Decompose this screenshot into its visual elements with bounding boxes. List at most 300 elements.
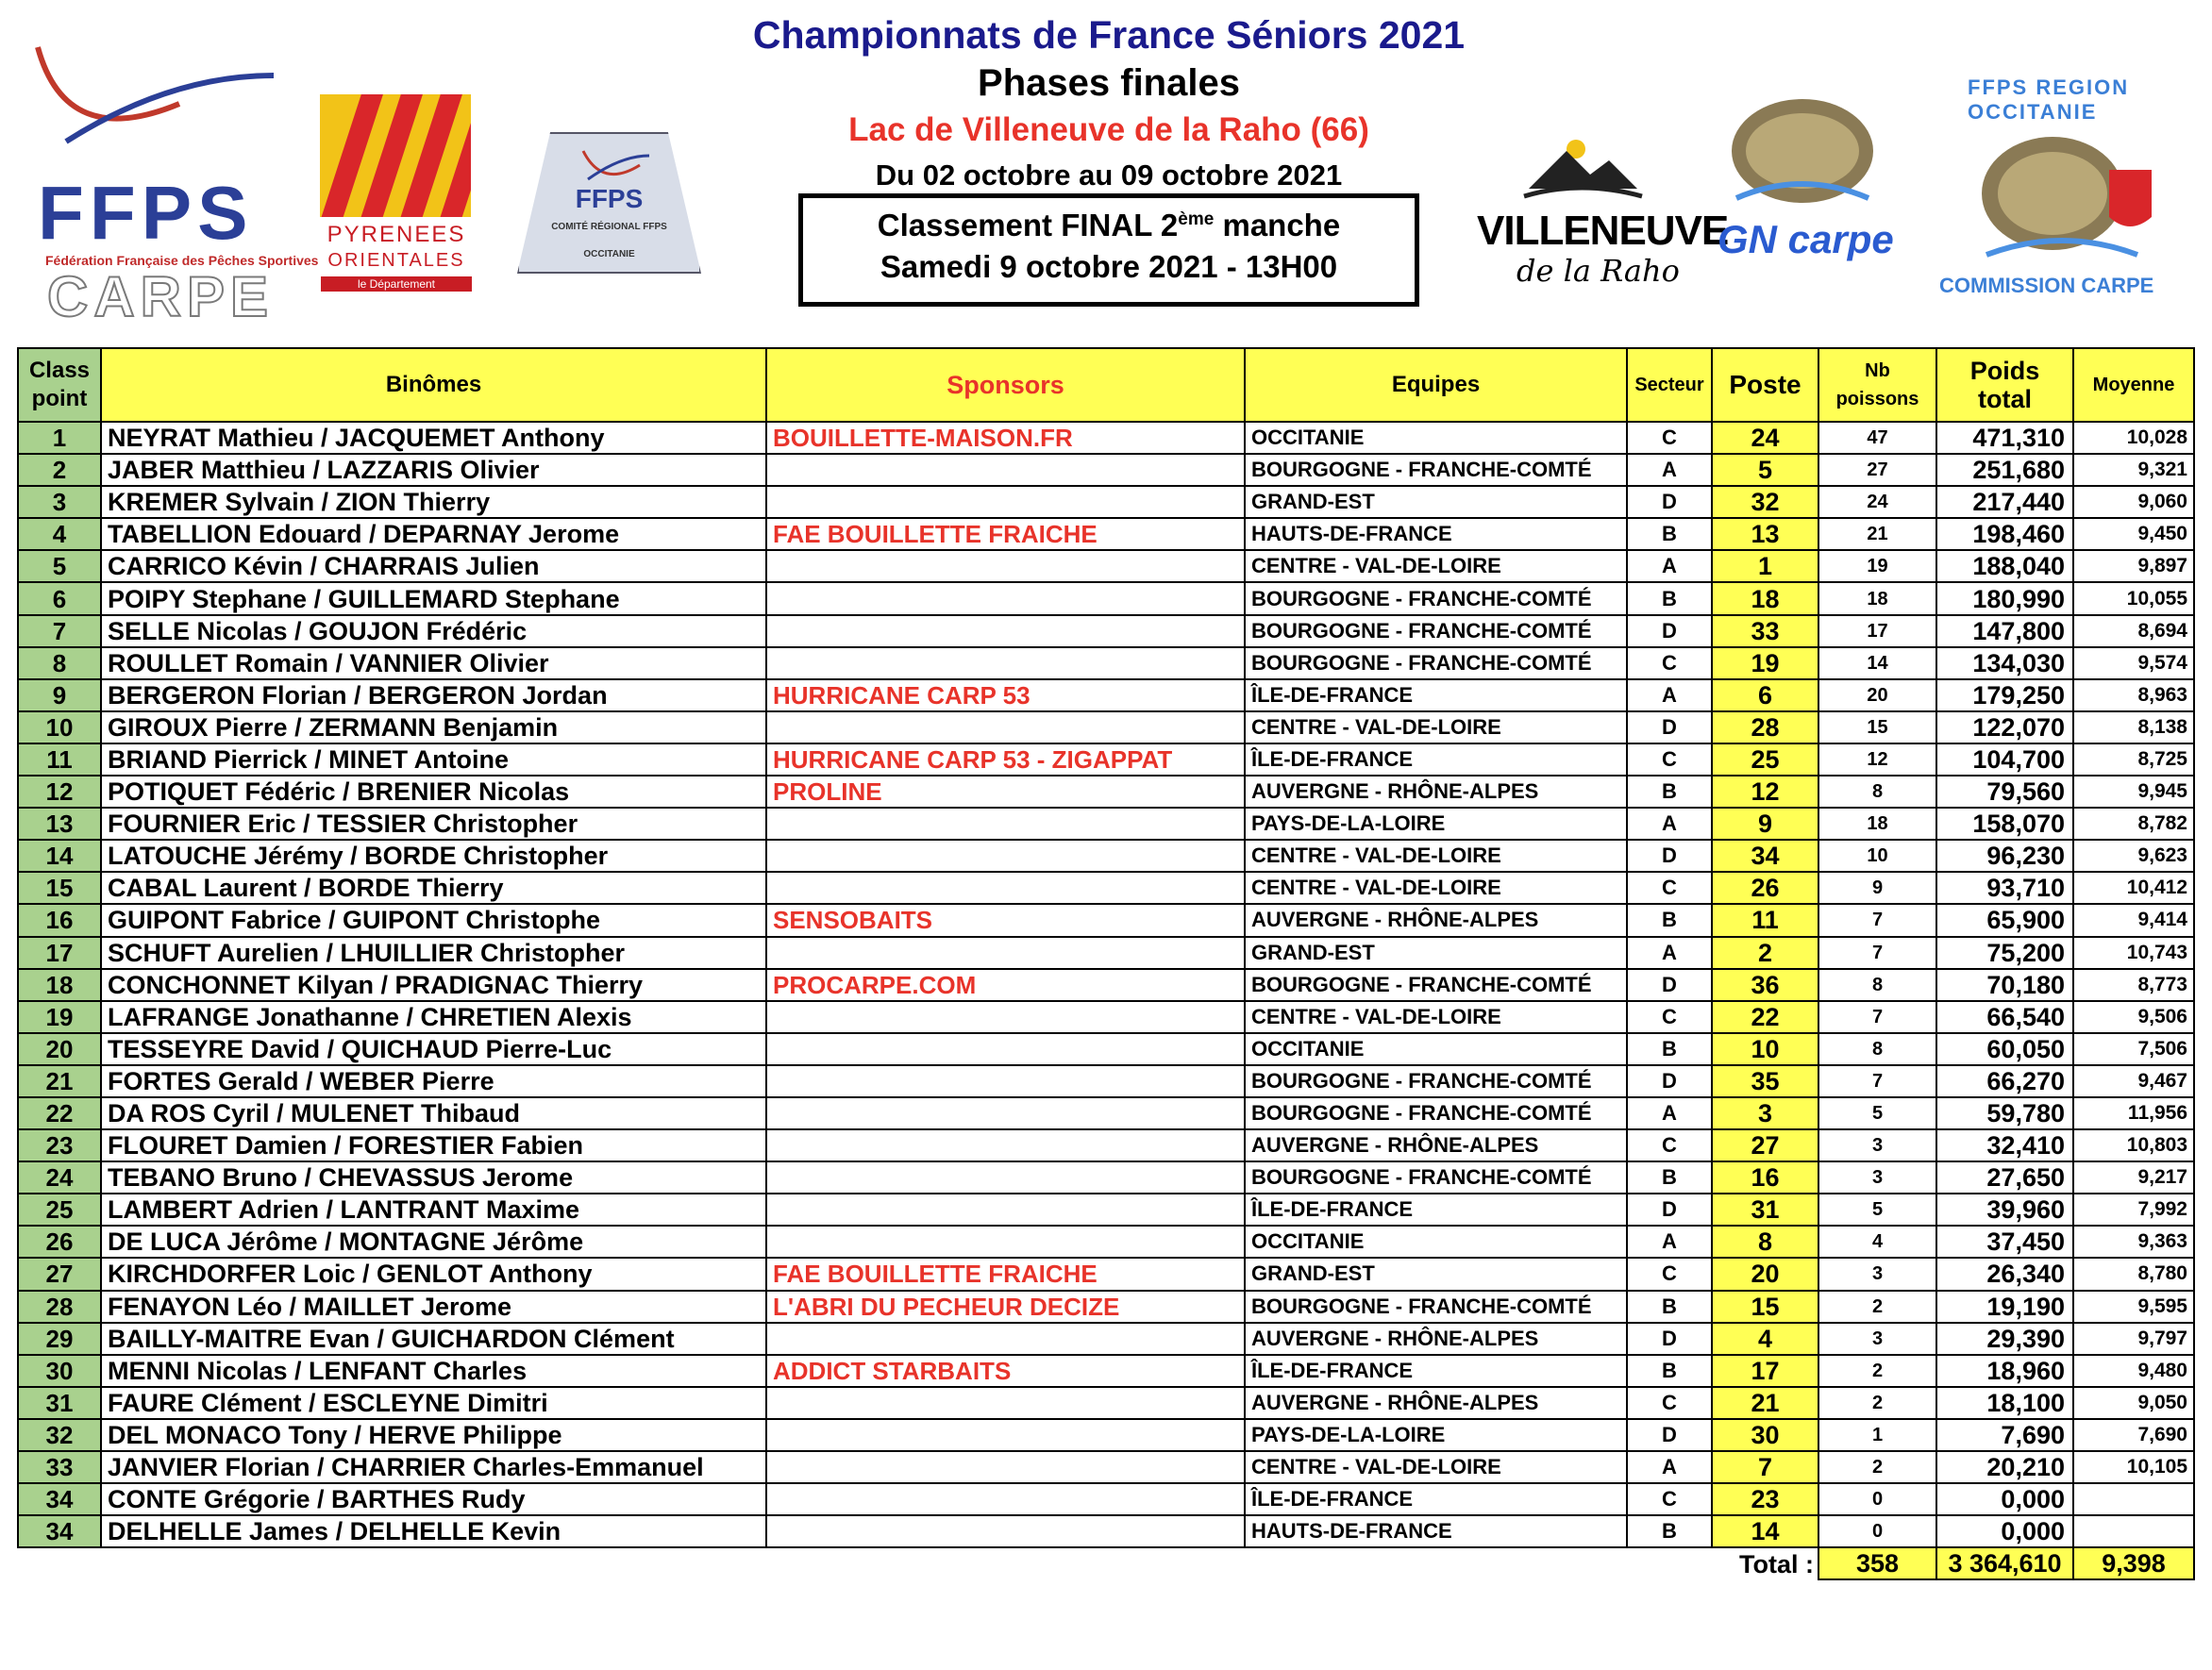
nb-poissons-cell: 2	[1818, 1355, 1936, 1387]
col-header-class: Class point	[18, 348, 101, 422]
poste-cell: 31	[1712, 1194, 1818, 1226]
team-cell: BOURGOGNE - FRANCHE-COMTÉ	[1245, 454, 1627, 486]
rank-cell: 21	[18, 1065, 101, 1097]
fishing-line-icon	[517, 132, 701, 189]
table-row	[18, 1226, 2194, 1258]
col-header-nb-poissons: Nb poissons	[1818, 348, 1936, 422]
sponsor-cell	[766, 1483, 1245, 1515]
binome-cell: SELLE Nicolas / GOUJON Frédéric	[101, 615, 766, 647]
poids-total-cell: 37,450	[1936, 1226, 2073, 1258]
table-row	[18, 1483, 2194, 1515]
nb-poissons-cell: 8	[1818, 969, 1936, 1001]
rank-cell: 27	[18, 1258, 101, 1290]
page-subtitle: Phases finales	[978, 62, 1240, 104]
poids-total-cell: 19,190	[1936, 1291, 2073, 1323]
moyenne-cell: 9,217	[2073, 1161, 2194, 1194]
total-moyenne: 9,398	[2073, 1547, 2194, 1579]
poids-total-cell: 39,960	[1936, 1194, 2073, 1226]
binome-cell: DELHELLE James / DELHELLE Kevin	[101, 1515, 766, 1547]
secteur-cell: A	[1627, 550, 1712, 582]
sponsor-cell	[766, 582, 1245, 614]
team-cell: CENTRE - VAL-DE-LOIRE	[1245, 872, 1627, 904]
rank-cell: 17	[18, 937, 101, 969]
nb-poissons-cell: 1	[1818, 1419, 1936, 1451]
moyenne-cell: 9,363	[2073, 1226, 2194, 1258]
table-row	[18, 776, 2194, 808]
table-row	[18, 1129, 2194, 1161]
binome-cell: FENAYON Léo / MAILLET Jerome	[101, 1291, 766, 1323]
table-row	[18, 550, 2194, 582]
poste-cell: 23	[1712, 1483, 1818, 1515]
nb-poissons-cell: 20	[1818, 679, 1936, 711]
binome-cell: TEBANO Bruno / CHEVASSUS Jerome	[101, 1161, 766, 1194]
secteur-cell: A	[1627, 1226, 1712, 1258]
binome-cell: CONTE Grégorie / BARTHES Rudy	[101, 1483, 766, 1515]
binome-cell: KREMER Sylvain / ZION Thierry	[101, 486, 766, 518]
binome-cell: TABELLION Edouard / DEPARNAY Jerome	[101, 518, 766, 550]
rank-cell: 29	[18, 1323, 101, 1355]
table-row	[18, 1451, 2194, 1483]
table-row	[18, 1515, 2194, 1547]
poste-cell: 1	[1712, 550, 1818, 582]
rank-cell: 15	[18, 872, 101, 904]
table-row	[18, 840, 2194, 872]
team-cell: BOURGOGNE - FRANCHE-COMTÉ	[1245, 615, 1627, 647]
poids-total-cell: 0,000	[1936, 1483, 2073, 1515]
moyenne-cell: 9,623	[2073, 840, 2194, 872]
moyenne-cell: 9,897	[2073, 550, 2194, 582]
rank-cell: 8	[18, 647, 101, 679]
poste-cell: 11	[1712, 904, 1818, 936]
sponsor-cell: HURRICANE CARP 53 - ZIGAPPAT	[766, 743, 1245, 776]
rank-cell: 13	[18, 808, 101, 840]
sponsor-cell	[766, 808, 1245, 840]
binome-cell: ROULLET Romain / VANNIER Olivier	[101, 647, 766, 679]
binome-cell: KIRCHDORFER Loic / GENLOT Anthony	[101, 1258, 766, 1290]
team-cell: CENTRE - VAL-DE-LOIRE	[1245, 550, 1627, 582]
binome-cell: TESSEYRE David / QUICHAUD Pierre-Luc	[101, 1033, 766, 1065]
table-row	[18, 711, 2194, 743]
rank-cell: 6	[18, 582, 101, 614]
poste-cell: 9	[1712, 808, 1818, 840]
sponsor-cell	[766, 454, 1245, 486]
sponsor-cell: PROLINE	[766, 776, 1245, 808]
team-cell: AUVERGNE - RHÔNE-ALPES	[1245, 1129, 1627, 1161]
nb-poissons-cell: 21	[1818, 518, 1936, 550]
binome-cell: FAURE Clément / ESCLEYNE Dimitri	[101, 1387, 766, 1419]
classement-datetime: Samedi 9 octobre 2021 - 13H00	[880, 249, 1338, 284]
secteur-cell: B	[1627, 1515, 1712, 1547]
col-header-secteur: Secteur	[1627, 348, 1712, 422]
rank-cell: 33	[18, 1451, 101, 1483]
sponsor-cell: BOUILLETTE-MAISON.FR	[766, 422, 1245, 454]
table-row	[18, 1387, 2194, 1419]
moyenne-cell: 9,506	[2073, 1001, 2194, 1033]
poids-total-cell: 0,000	[1936, 1515, 2073, 1547]
table-row	[18, 1419, 2194, 1451]
poste-cell: 19	[1712, 647, 1818, 679]
poste-cell: 12	[1712, 776, 1818, 808]
poste-cell: 8	[1712, 1226, 1818, 1258]
table-header-row	[18, 348, 2194, 422]
secteur-cell: C	[1627, 1258, 1712, 1290]
poste-cell: 16	[1712, 1161, 1818, 1194]
table-row	[18, 454, 2194, 486]
rank-cell: 26	[18, 1226, 101, 1258]
nb-poissons-cell: 2	[1818, 1387, 1936, 1419]
rank-cell: 31	[18, 1387, 101, 1419]
secteur-cell: D	[1627, 486, 1712, 518]
nb-poissons-cell: 5	[1818, 1194, 1936, 1226]
classement-title: Classement FINAL 2ème manche	[877, 208, 1341, 242]
secteur-cell: D	[1627, 1194, 1712, 1226]
nb-poissons-cell: 3	[1818, 1161, 1936, 1194]
poids-total-cell: 158,070	[1936, 808, 2073, 840]
poste-cell: 24	[1712, 422, 1818, 454]
poste-cell: 7	[1712, 1451, 1818, 1483]
secteur-cell: C	[1627, 1001, 1712, 1033]
table-row	[18, 1065, 2194, 1097]
table-row	[18, 679, 2194, 711]
team-cell: AUVERGNE - RHÔNE-ALPES	[1245, 904, 1627, 936]
team-cell: ÎLE-DE-FRANCE	[1245, 679, 1627, 711]
poids-total-cell: 179,250	[1936, 679, 2073, 711]
sponsor-cell	[766, 1515, 1245, 1547]
table-row	[18, 486, 2194, 518]
rank-cell: 24	[18, 1161, 101, 1194]
poste-cell: 18	[1712, 582, 1818, 614]
rank-cell: 1	[18, 422, 101, 454]
poste-cell: 15	[1712, 1291, 1818, 1323]
team-cell: HAUTS-DE-FRANCE	[1245, 518, 1627, 550]
binome-cell: POTIQUET Fédéric / BRENIER Nicolas	[101, 776, 766, 808]
table-row	[18, 615, 2194, 647]
table-row	[18, 1258, 2194, 1290]
binome-cell: BERGERON Florian / BERGERON Jordan	[101, 679, 766, 711]
total-label: Total :	[1739, 1549, 1814, 1578]
sponsor-cell	[766, 1097, 1245, 1129]
table-row	[18, 518, 2194, 550]
col-header-equipes: Equipes	[1245, 348, 1627, 422]
ffps-regional-logo: FFPS COMITÉ RÉGIONAL FFPS OCCITANIE	[517, 132, 701, 274]
sponsor-cell	[766, 711, 1245, 743]
carp-fish-icon	[1930, 104, 2199, 283]
poids-total-cell: 60,050	[1936, 1033, 2073, 1065]
rank-cell: 11	[18, 743, 101, 776]
secteur-cell: D	[1627, 1065, 1712, 1097]
poids-total-cell: 27,650	[1936, 1161, 2073, 1194]
moyenne-cell: 9,467	[2073, 1065, 2194, 1097]
poids-total-cell: 188,040	[1936, 550, 2073, 582]
poste-cell: 13	[1712, 518, 1818, 550]
secteur-cell: A	[1627, 454, 1712, 486]
team-cell: ÎLE-DE-FRANCE	[1245, 1483, 1627, 1515]
catalan-flag-icon	[320, 94, 471, 217]
binome-cell: SCHUFT Aurelien / LHUILLIER Christopher	[101, 937, 766, 969]
secteur-cell: D	[1627, 969, 1712, 1001]
nb-poissons-cell: 7	[1818, 1001, 1936, 1033]
moyenne-cell: 7,992	[2073, 1194, 2194, 1226]
rank-cell: 34	[18, 1515, 101, 1547]
moyenne-cell: 9,050	[2073, 1387, 2194, 1419]
poids-total-cell: 59,780	[1936, 1097, 2073, 1129]
binome-cell: BRIAND Pierrick / MINET Antoine	[101, 743, 766, 776]
poids-total-cell: 20,210	[1936, 1451, 2073, 1483]
sponsor-cell	[766, 1226, 1245, 1258]
poste-cell: 21	[1712, 1387, 1818, 1419]
rank-cell: 34	[18, 1483, 101, 1515]
nb-poissons-cell: 8	[1818, 776, 1936, 808]
team-cell: BOURGOGNE - FRANCHE-COMTÉ	[1245, 1097, 1627, 1129]
secteur-cell: C	[1627, 1129, 1712, 1161]
team-cell: BOURGOGNE - FRANCHE-COMTÉ	[1245, 647, 1627, 679]
table-row	[18, 1323, 2194, 1355]
secteur-cell: B	[1627, 1291, 1712, 1323]
nb-poissons-cell: 5	[1818, 1097, 1936, 1129]
table-row	[18, 422, 2194, 454]
secteur-cell: C	[1627, 422, 1712, 454]
team-cell: AUVERGNE - RHÔNE-ALPES	[1245, 1387, 1627, 1419]
table-row	[18, 1001, 2194, 1033]
poste-cell: 5	[1712, 454, 1818, 486]
sponsor-cell	[766, 1323, 1245, 1355]
poids-total-cell: 134,030	[1936, 647, 2073, 679]
poste-cell: 3	[1712, 1097, 1818, 1129]
binome-cell: JABER Matthieu / LAZZARIS Olivier	[101, 454, 766, 486]
nb-poissons-cell: 14	[1818, 647, 1936, 679]
secteur-cell: D	[1627, 1323, 1712, 1355]
poste-cell: 10	[1712, 1033, 1818, 1065]
team-cell: ÎLE-DE-FRANCE	[1245, 743, 1627, 776]
results-table	[17, 347, 2195, 1580]
sponsor-cell	[766, 615, 1245, 647]
poids-total-cell: 29,390	[1936, 1323, 2073, 1355]
secteur-cell: C	[1627, 1483, 1712, 1515]
secteur-cell: B	[1627, 1033, 1712, 1065]
rank-cell: 10	[18, 711, 101, 743]
poste-cell: 34	[1712, 840, 1818, 872]
table-row	[18, 872, 2194, 904]
rank-cell: 3	[18, 486, 101, 518]
poids-total-cell: 471,310	[1936, 422, 2073, 454]
team-cell: OCCITANIE	[1245, 1033, 1627, 1065]
rank-cell: 22	[18, 1097, 101, 1129]
moyenne-cell: 10,105	[2073, 1451, 2194, 1483]
sponsor-cell	[766, 1194, 1245, 1226]
team-cell: OCCITANIE	[1245, 422, 1627, 454]
secteur-cell: B	[1627, 776, 1712, 808]
moyenne-cell: 8,725	[2073, 743, 2194, 776]
poste-cell: 20	[1712, 1258, 1818, 1290]
nb-poissons-cell: 47	[1818, 422, 1936, 454]
table-row	[18, 743, 2194, 776]
moyenne-cell: 9,574	[2073, 647, 2194, 679]
poste-cell: 4	[1712, 1323, 1818, 1355]
binome-cell: GUIPONT Fabrice / GUIPONT Christophe	[101, 904, 766, 936]
rank-cell: 28	[18, 1291, 101, 1323]
rank-cell: 19	[18, 1001, 101, 1033]
moyenne-cell: 11,956	[2073, 1097, 2194, 1129]
moyenne-cell: 7,690	[2073, 1419, 2194, 1451]
team-cell: AUVERGNE - RHÔNE-ALPES	[1245, 1323, 1627, 1355]
binome-cell: FLOURET Damien / FORESTIER Fabien	[101, 1129, 766, 1161]
table-row	[18, 904, 2194, 936]
rank-cell: 18	[18, 969, 101, 1001]
rank-cell: 23	[18, 1129, 101, 1161]
secteur-cell: A	[1627, 1097, 1712, 1129]
team-cell: GRAND-EST	[1245, 937, 1627, 969]
team-cell: BOURGOGNE - FRANCHE-COMTÉ	[1245, 969, 1627, 1001]
team-cell: BOURGOGNE - FRANCHE-COMTÉ	[1245, 582, 1627, 614]
secteur-cell: B	[1627, 1161, 1712, 1194]
table-row	[18, 1097, 2194, 1129]
secteur-cell: C	[1627, 743, 1712, 776]
rank-cell: 25	[18, 1194, 101, 1226]
landscape-icon	[1477, 123, 1666, 208]
nb-poissons-cell: 17	[1818, 615, 1936, 647]
nb-poissons-cell: 3	[1818, 1129, 1936, 1161]
poids-total-cell: 217,440	[1936, 486, 2073, 518]
poids-total-cell: 75,200	[1936, 937, 2073, 969]
moyenne-cell	[2073, 1515, 2194, 1547]
poste-cell: 22	[1712, 1001, 1818, 1033]
rank-cell: 20	[18, 1033, 101, 1065]
secteur-cell: B	[1627, 518, 1712, 550]
rank-cell: 4	[18, 518, 101, 550]
binome-cell: FORTES Gerald / WEBER Pierre	[101, 1065, 766, 1097]
sponsor-cell	[766, 486, 1245, 518]
secteur-cell: C	[1627, 872, 1712, 904]
sponsor-cell: PROCARPE.COM	[766, 969, 1245, 1001]
moyenne-cell: 10,412	[2073, 872, 2194, 904]
poste-cell: 14	[1712, 1515, 1818, 1547]
binome-cell: LAMBERT Adrien / LANTRANT Maxime	[101, 1194, 766, 1226]
binome-cell: POIPY Stephane / GUILLEMARD Stephane	[101, 582, 766, 614]
team-cell: CENTRE - VAL-DE-LOIRE	[1245, 1001, 1627, 1033]
rank-cell: 12	[18, 776, 101, 808]
poids-total-cell: 79,560	[1936, 776, 2073, 808]
moyenne-cell: 9,595	[2073, 1291, 2194, 1323]
secteur-cell: D	[1627, 615, 1712, 647]
poste-cell: 27	[1712, 1129, 1818, 1161]
nb-poissons-cell: 3	[1818, 1258, 1936, 1290]
gn-carpe-logo: GN carpe	[1708, 75, 1897, 302]
moyenne-cell: 9,450	[2073, 518, 2194, 550]
moyenne-cell	[2073, 1483, 2194, 1515]
poids-total-cell: 70,180	[1936, 969, 2073, 1001]
moyenne-cell: 8,773	[2073, 969, 2194, 1001]
table-row	[18, 969, 2194, 1001]
rank-cell: 2	[18, 454, 101, 486]
nb-poissons-cell: 27	[1818, 454, 1936, 486]
poste-cell: 35	[1712, 1065, 1818, 1097]
table-row	[18, 1291, 2194, 1323]
table-row	[18, 1033, 2194, 1065]
total-row	[18, 1547, 2194, 1579]
rank-cell: 16	[18, 904, 101, 936]
team-cell: PAYS-DE-LA-LOIRE	[1245, 1419, 1627, 1451]
poids-total-cell: 96,230	[1936, 840, 2073, 872]
binome-cell: BAILLY-MAITRE Evan / GUICHARDON Clément	[101, 1323, 766, 1355]
binome-cell: LAFRANGE Jonathanne / CHRETIEN Alexis	[101, 1001, 766, 1033]
nb-poissons-cell: 18	[1818, 582, 1936, 614]
team-cell: PAYS-DE-LA-LOIRE	[1245, 808, 1627, 840]
nb-poissons-cell: 4	[1818, 1226, 1936, 1258]
poids-total-cell: 65,900	[1936, 904, 2073, 936]
col-header-sponsors: Sponsors	[766, 348, 1245, 422]
moyenne-cell: 8,138	[2073, 711, 2194, 743]
sponsor-cell: FAE BOUILLETTE FRAICHE	[766, 1258, 1245, 1290]
nb-poissons-cell: 0	[1818, 1483, 1936, 1515]
poste-cell: 28	[1712, 711, 1818, 743]
poids-total-cell: 122,070	[1936, 711, 2073, 743]
nb-poissons-cell: 18	[1818, 808, 1936, 840]
nb-poissons-cell: 8	[1818, 1033, 1936, 1065]
secteur-cell: A	[1627, 937, 1712, 969]
binome-cell: CONCHONNET Kilyan / PRADIGNAC Thierry	[101, 969, 766, 1001]
team-cell: ÎLE-DE-FRANCE	[1245, 1355, 1627, 1387]
nb-poissons-cell: 10	[1818, 840, 1936, 872]
moyenne-cell: 9,414	[2073, 904, 2194, 936]
binome-cell: LATOUCHE Jérémy / BORDE Christopher	[101, 840, 766, 872]
team-cell: HAUTS-DE-FRANCE	[1245, 1515, 1627, 1547]
poids-total-cell: 66,270	[1936, 1065, 2073, 1097]
moyenne-cell: 8,963	[2073, 679, 2194, 711]
secteur-cell: D	[1627, 711, 1712, 743]
secteur-cell: C	[1627, 647, 1712, 679]
secteur-cell: A	[1627, 679, 1712, 711]
table-row	[18, 1194, 2194, 1226]
poids-total-cell: 251,680	[1936, 454, 2073, 486]
col-header-binomes: Binômes	[101, 348, 766, 422]
team-cell: CENTRE - VAL-DE-LOIRE	[1245, 840, 1627, 872]
secteur-cell: D	[1627, 1419, 1712, 1451]
poste-cell: 36	[1712, 969, 1818, 1001]
binome-cell: NEYRAT Mathieu / JACQUEMET Anthony	[101, 422, 766, 454]
moyenne-cell: 10,055	[2073, 582, 2194, 614]
carp-fish-icon	[1708, 75, 1897, 217]
team-cell: BOURGOGNE - FRANCHE-COMTÉ	[1245, 1065, 1627, 1097]
moyenne-cell: 7,506	[2073, 1033, 2194, 1065]
table-row	[18, 808, 2194, 840]
moyenne-cell: 9,060	[2073, 486, 2194, 518]
sponsor-cell: HURRICANE CARP 53	[766, 679, 1245, 711]
sponsor-cell	[766, 937, 1245, 969]
sponsor-cell	[766, 1129, 1245, 1161]
total-nb-poissons: 358	[1818, 1547, 1936, 1579]
rank-cell: 32	[18, 1419, 101, 1451]
nb-poissons-cell: 15	[1818, 711, 1936, 743]
sponsor-cell	[766, 1001, 1245, 1033]
poids-total-cell: 18,100	[1936, 1387, 2073, 1419]
sponsor-cell	[766, 647, 1245, 679]
poids-total-cell: 180,990	[1936, 582, 2073, 614]
team-cell: BOURGOGNE - FRANCHE-COMTÉ	[1245, 1291, 1627, 1323]
nb-poissons-cell: 2	[1818, 1291, 1936, 1323]
col-header-poste: Poste	[1712, 348, 1818, 422]
secteur-cell: B	[1627, 904, 1712, 936]
binome-cell: DA ROS Cyril / MULENET Thibaud	[101, 1097, 766, 1129]
nb-poissons-cell: 3	[1818, 1323, 1936, 1355]
sponsor-cell: FAE BOUILLETTE FRAICHE	[766, 518, 1245, 550]
sponsor-cell: ADDICT STARBAITS	[766, 1355, 1245, 1387]
nb-poissons-cell: 12	[1818, 743, 1936, 776]
secteur-cell: B	[1627, 1355, 1712, 1387]
binome-cell: JANVIER Florian / CHARRIER Charles-Emmanuel	[101, 1451, 766, 1483]
poids-total-cell: 93,710	[1936, 872, 2073, 904]
poids-total-cell: 66,540	[1936, 1001, 2073, 1033]
sponsor-cell	[766, 1451, 1245, 1483]
